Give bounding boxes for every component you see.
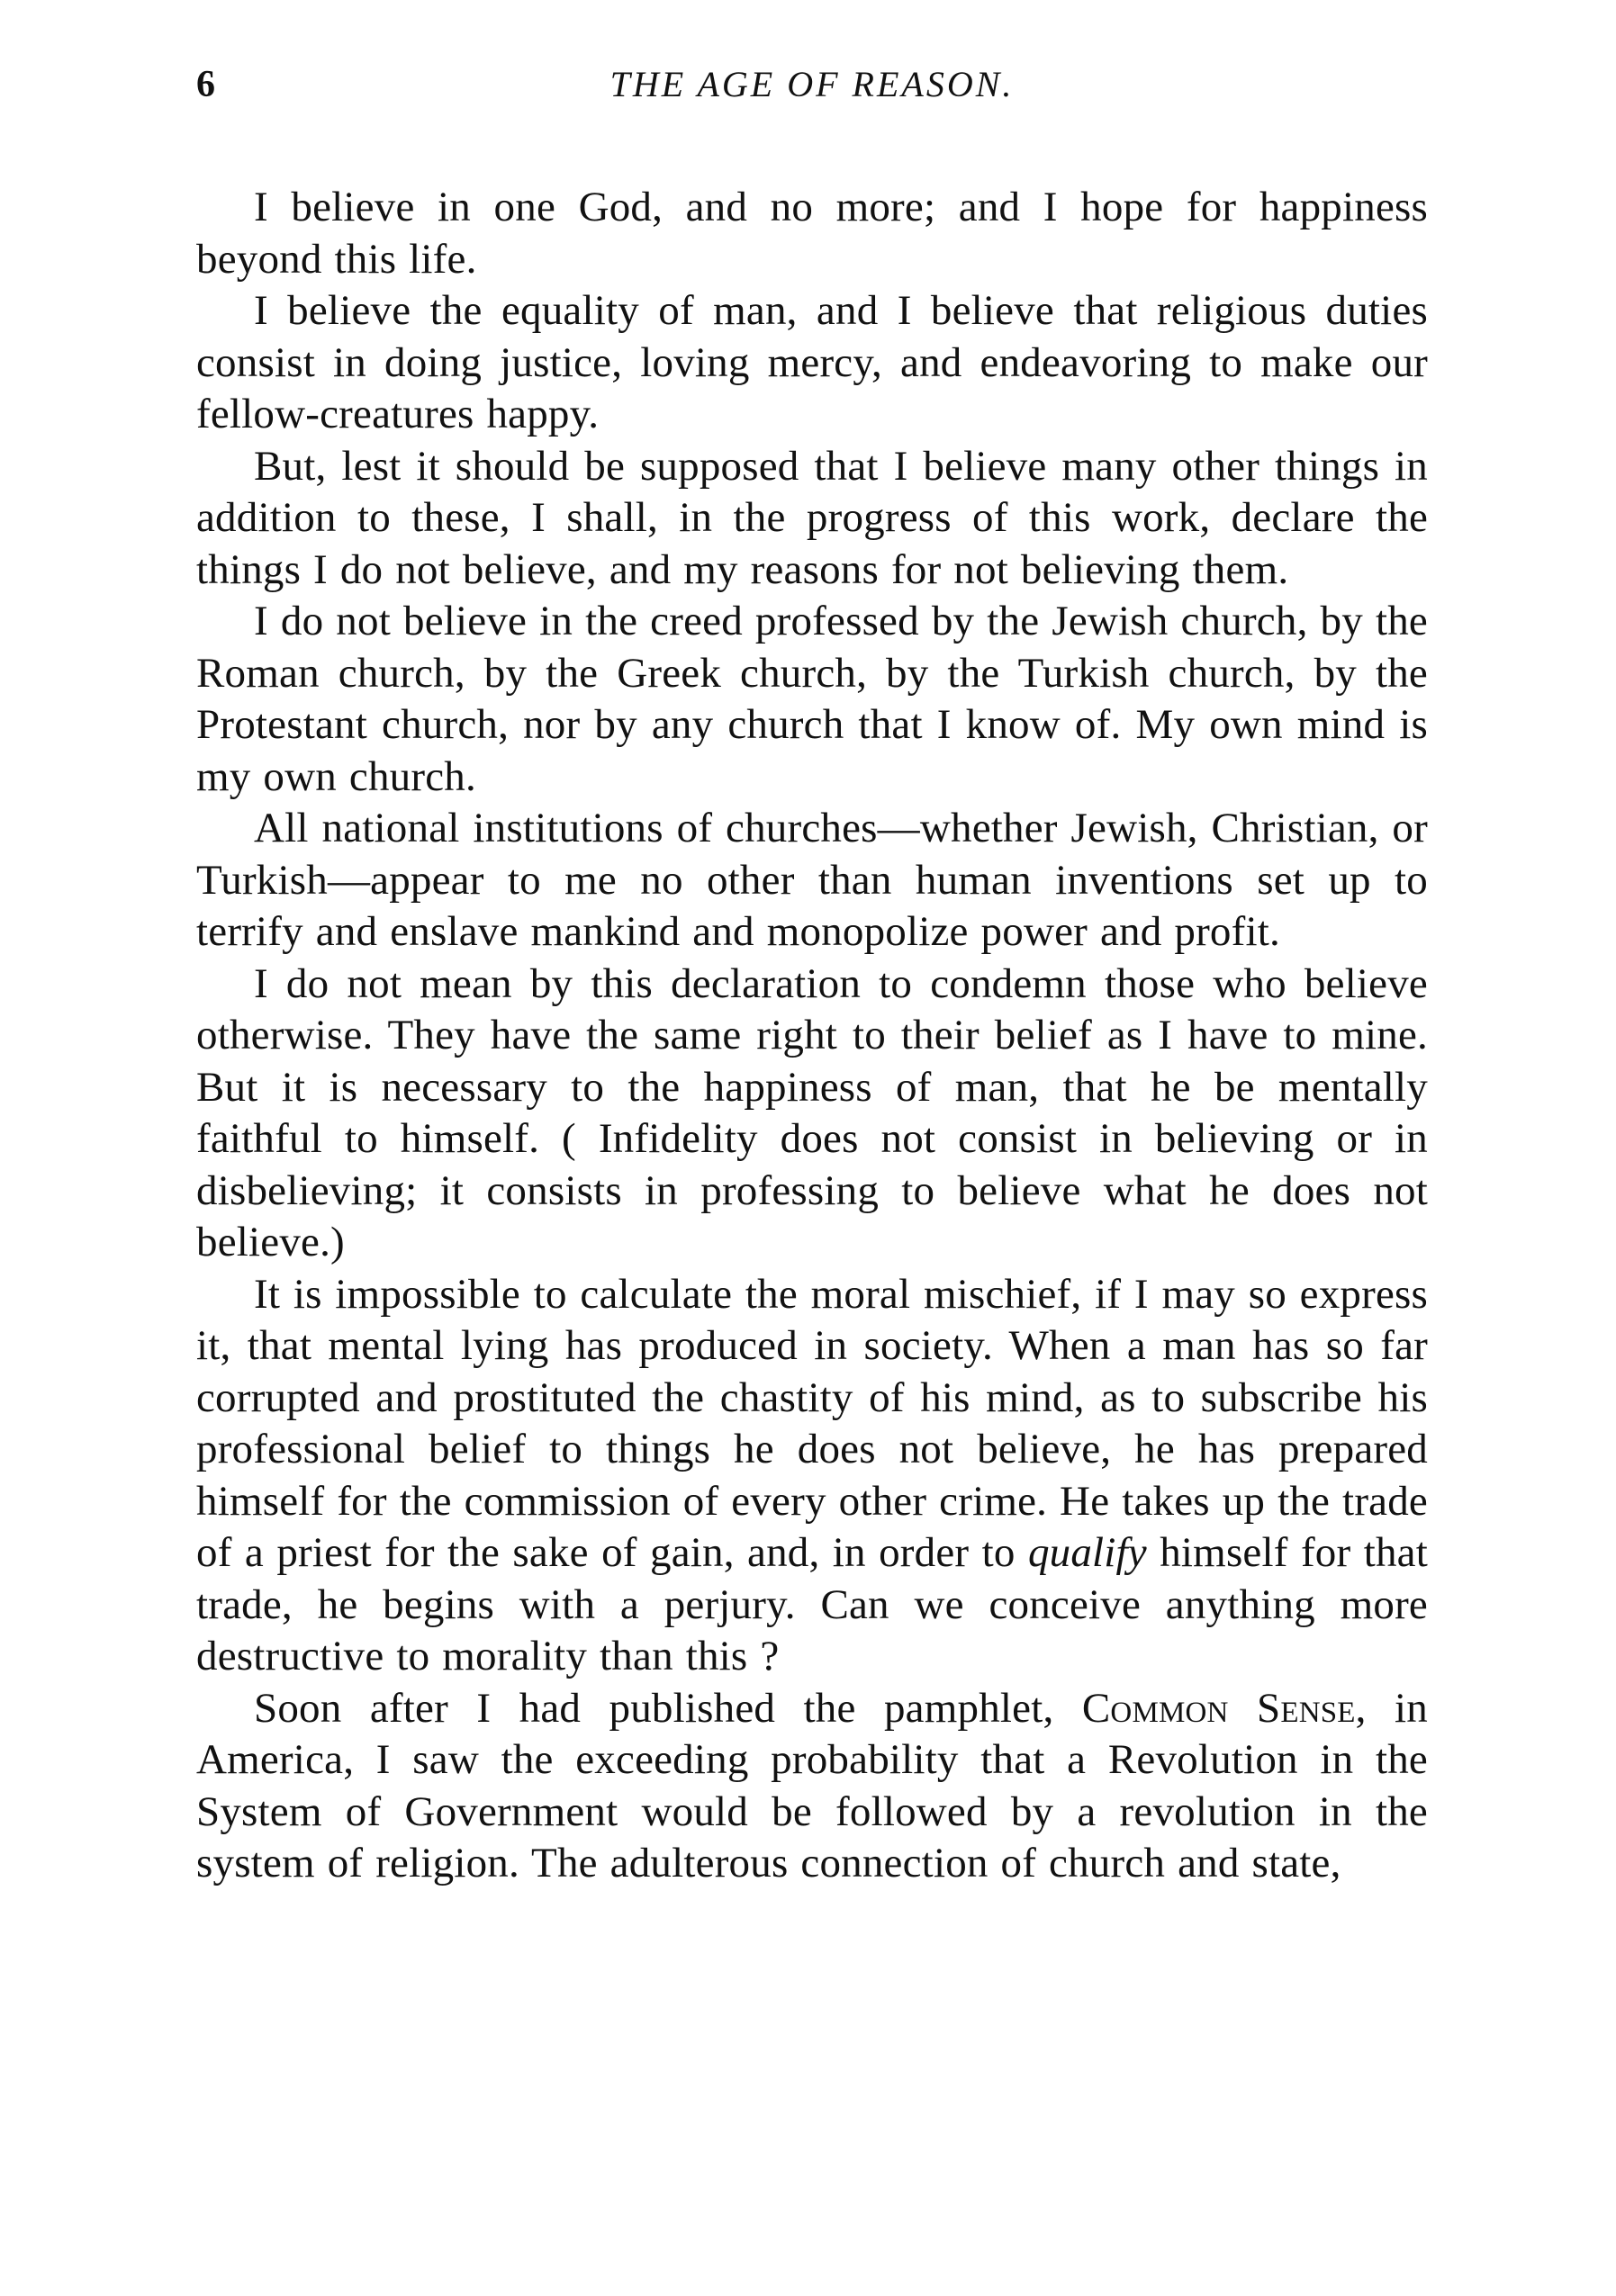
paragraph-8 xyxy=(196,1683,1428,1890)
paragraph-1: I believe in one God, and no more; and I hope for happiness beyond this life. xyxy=(196,184,1428,283)
paragraph-5: All national institutions of churches—whether Jewish, Christian, or Turkish—appear to me no other than human inventions set up to terrify and enslave mankind and monopolize power and profit. xyxy=(196,805,1428,955)
paragraph-7-text-a: It is impossible to calculate the moral mischief, if I may so express it, that mental lying has produced in society. When a man has so far corrupted and prostituted the chastity of his mind, as to subscribe his professional belief to things he does not believe, he has prepared himself for the commission of every other crime. He takes up the trade of a priest for the sake of gain, and, in order to xyxy=(196,1270,1428,1576)
emphasis-qualify: qualify xyxy=(1027,1529,1147,1576)
paragraph-3: But, lest it should be supposed that I believe many other things in addition to these, I shall, in the progress of this work, declare the things I do not believe, and my reasons for not believing them. xyxy=(196,442,1428,593)
paragraph-8-text-a: Soon after I had published the pamphlet, xyxy=(254,1684,1082,1732)
page-number: 6 xyxy=(196,64,215,105)
book-page xyxy=(196,63,1428,1890)
paragraph-2: I believe the equality of man, and I believe that religious duties consist in doing justice, loving mercy, and endeavoring to make our fellow-creatures happy. xyxy=(196,287,1428,437)
paragraph-7-text-b: himself for that trade, he begins with a perjury. Can we conceive anything more destructive to morality than this ? xyxy=(196,1529,1428,1679)
body-text xyxy=(196,182,1428,1890)
paragraph-4: I do not believe in the creed professed by the Jewish church, by the Roman church, by the Greek church, by the Turkish church, by the Protestant church, nor by any church that I know of. My own mind is my own church. xyxy=(196,598,1428,800)
running-head xyxy=(196,63,1428,126)
paragraph-8-text-b: , in America, I saw the exceeding probability that a Revolution in the System of Government would be followed by a revolution in the system of religion. The adulterous connection of church and state, xyxy=(196,1684,1428,1886)
paragraph-7 xyxy=(196,1269,1428,1683)
paragraph-6: I do not mean by this declaration to condemn those who believe otherwise. They have the same right to their belief as I have to mine. But it is necessary to the happiness of man, that he be mentally faithful to himself. ( Infidelity does not consist in believing or in disbelieving; it consists in professing to believe what he does not believe.) xyxy=(196,959,1428,1265)
running-title: THE AGE OF REASON. xyxy=(609,64,1015,104)
small-caps-title: Common Sense xyxy=(1081,1684,1356,1732)
